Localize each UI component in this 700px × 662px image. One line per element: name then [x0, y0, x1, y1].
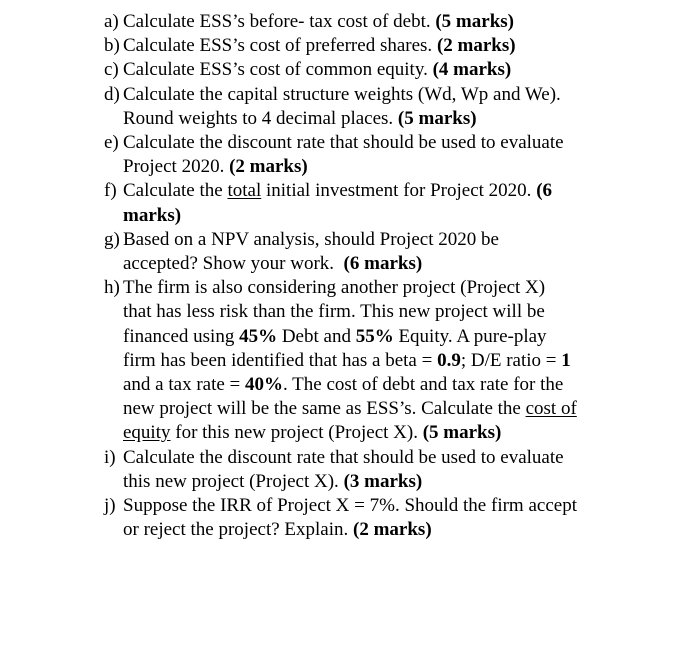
question-text: initial investment for Project 2020. — [261, 180, 537, 202]
question-text: that has less risk than the firm. This new project will be — [123, 301, 545, 323]
question-letter: b) — [104, 35, 120, 57]
question-line — [123, 349, 634, 373]
question-text: Suppose the IRR of Project X = 7%. Should the firm accept — [123, 495, 577, 517]
question-letter: g) — [104, 228, 120, 250]
question-a — [104, 10, 634, 34]
question-line — [123, 228, 634, 252]
question-text: Calculate the capital structure weights (Wd, Wp and We). — [123, 83, 561, 105]
question-line — [123, 276, 634, 300]
question-c — [104, 58, 634, 82]
question-line — [123, 10, 634, 34]
question-b — [104, 34, 634, 58]
question-g — [104, 228, 634, 276]
marks-label: (2 marks) — [436, 35, 516, 57]
bold-value: 0.9 — [437, 349, 461, 371]
question-line — [123, 494, 634, 518]
marks-label: (5 marks) — [435, 11, 514, 32]
marks-label: (6 — [536, 180, 553, 202]
question-i — [104, 446, 634, 494]
marks-label: (2 marks) — [353, 519, 432, 541]
question-letter: e) — [104, 132, 119, 154]
question-line — [123, 421, 634, 445]
marks-label: (5 marks) — [397, 107, 477, 129]
question-text: accepted? Show your work. — [123, 253, 344, 275]
marks-label: (3 marks) — [343, 470, 423, 492]
question-text: Calculate the discount rate that should be used to evaluate — [123, 446, 564, 468]
question-e — [104, 131, 634, 179]
question-line — [123, 446, 634, 470]
question-text: this new project (Project X). — [123, 470, 344, 492]
underlined-term: equity — [123, 422, 171, 444]
question-text: and a tax rate = — [123, 374, 246, 396]
question-line — [123, 252, 634, 276]
question-j — [104, 494, 634, 542]
question-line — [123, 107, 634, 131]
bold-value: 40% — [245, 374, 284, 396]
question-line — [123, 325, 634, 349]
question-letter: d) — [104, 83, 120, 105]
question-letter: c) — [104, 59, 119, 81]
question-line — [123, 518, 634, 542]
question-line — [123, 300, 634, 324]
question-line — [123, 155, 634, 179]
question-text: new project will be the same as ESS’s. Calculate the — [123, 398, 526, 420]
question-letter: j) — [104, 495, 116, 517]
question-letter: i) — [104, 446, 116, 468]
question-text: Calculate ESS’s cost of preferred shares. — [123, 35, 437, 57]
underlined-term: cost of — [525, 398, 577, 420]
question-text: Calculate the — [123, 180, 228, 202]
bold-value: 55% — [355, 325, 394, 347]
question-text: Calculate ESS’s before- tax cost of debt. — [123, 11, 436, 32]
question-line — [123, 83, 634, 107]
marks-label: (5 marks) — [422, 422, 502, 444]
question-h — [104, 276, 634, 445]
question-text: or reject the project? Explain. — [123, 519, 354, 541]
question-text: for this new project (Project X). — [170, 422, 423, 444]
question-letter: a) — [104, 11, 119, 32]
question-text: Project 2020. — [123, 156, 230, 178]
bold-value: 1 — [561, 349, 571, 371]
question-text: Calculate ESS’s cost of common equity. — [123, 59, 433, 81]
question-text: Calculate the discount rate that should be used to evaluate — [123, 132, 564, 154]
question-letter: f) — [104, 180, 117, 202]
marks-label: (6 marks) — [343, 253, 423, 275]
question-text: . The cost of debt and tax rate for the — [283, 374, 564, 396]
question-text: Debt and — [277, 325, 356, 347]
bold-value: 45% — [239, 325, 278, 347]
question-line — [123, 470, 634, 494]
question-line — [123, 34, 634, 58]
marks-label: (2 marks) — [229, 156, 308, 178]
marks-label: (4 marks) — [432, 59, 512, 81]
question-text: Equity. A pure-play — [393, 325, 547, 347]
question-line — [123, 131, 634, 155]
question-text: Round weights to 4 decimal places. — [123, 107, 398, 129]
question-letter: h) — [104, 277, 120, 299]
question-text: ; D/E ratio = — [460, 349, 562, 371]
question-text: Based on a NPV analysis, should Project 2020 be — [123, 228, 499, 250]
marks-label: marks) — [123, 204, 182, 226]
question-line — [123, 58, 634, 82]
question-text: financed using — [123, 325, 240, 347]
question-line — [123, 204, 634, 228]
question-line — [123, 179, 634, 203]
question-line — [123, 373, 634, 397]
question-text: firm has been identified that has a beta = — [123, 349, 438, 371]
question-f — [104, 179, 634, 227]
question-line — [123, 397, 634, 421]
question-text: The firm is also considering another project (Project X) — [123, 277, 546, 299]
underlined-term: total — [227, 180, 262, 202]
question-list — [104, 10, 634, 542]
question-d — [104, 83, 634, 131]
